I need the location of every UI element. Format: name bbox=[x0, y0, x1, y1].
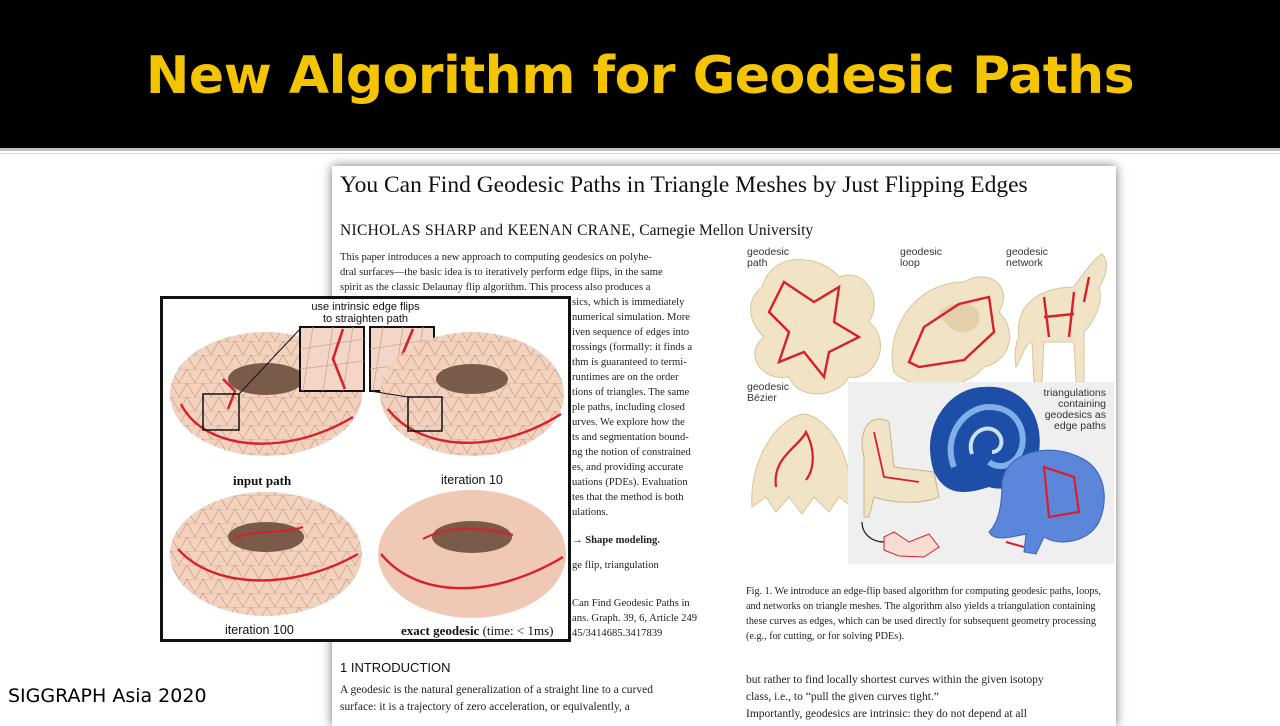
slide-footer: SIGGRAPH Asia 2020 bbox=[8, 685, 207, 707]
geodesic-path-shape bbox=[751, 260, 881, 394]
intro-line: A geodesic is the natural generalization of a straight line to a curved bbox=[340, 684, 653, 696]
geodesic-bezier-shape bbox=[752, 414, 852, 514]
abstract-fragment-line: rossings (formally: it finds a bbox=[572, 342, 693, 353]
abstract-line: spirit as the classic Delaunay flip algorithm. This process also produces a bbox=[340, 282, 651, 293]
torus-iteration-100 bbox=[170, 492, 362, 616]
abstract-fragment-line: uations (PDEs). Evaluation bbox=[572, 477, 688, 488]
abstract-text bbox=[340, 250, 710, 295]
abstract-fragment-line: thm is guaranteed to termi- bbox=[572, 357, 687, 368]
right-column-line: Importantly, geodesics are intrinsic: they do not depend at all bbox=[746, 708, 1027, 720]
title-divider bbox=[0, 148, 1280, 151]
label-triangulations: triangulations containing geodesics as edge paths bbox=[1043, 387, 1106, 432]
right-column-line: class, i.e., to “pull the given curves tight.” bbox=[746, 691, 939, 703]
abstract-fragment-line: runtimes are on the order bbox=[572, 372, 679, 383]
figure-caption: Fig. 1. We introduce an edge-flip based algorithm for computing geodesic paths, loops, and networks on triangle meshes. The algorithm also yields a triangulation containing these curves as edges, which can be used directly for subsequent geometry processing (e.g., for cutting, or for solving PDEs). bbox=[746, 586, 1101, 642]
section-heading: 1 INTRODUCTION bbox=[340, 660, 451, 675]
torus-exact-geodesic bbox=[378, 490, 566, 618]
geodesic-loop-shape bbox=[892, 277, 1010, 387]
author-affiliation: Carnegie Mellon University bbox=[639, 222, 814, 239]
caption-input-path: input path bbox=[233, 473, 292, 488]
label-geodesic-loop: geodesic loop bbox=[900, 246, 943, 269]
intro-line: surface: it is a trajectory of zero acceleration, or equivalently, a bbox=[340, 701, 630, 713]
caption-iteration-100: iteration 100 bbox=[225, 623, 294, 637]
keywords-fragment: ge flip, triangulation bbox=[572, 560, 659, 571]
intro-text bbox=[340, 682, 710, 716]
title-divider-thin bbox=[0, 153, 1280, 154]
reference-fragment: ans. Graph. 39, 6, Article 249 bbox=[572, 613, 698, 624]
abstract-line: This paper introduces a new approach to computing geodesics on polyhe- bbox=[340, 252, 652, 263]
paper-title: You Can Find Geodesic Paths in Triangle Meshes by Just Flipping Edges bbox=[340, 172, 1028, 198]
abstract-fragment-line: ts and segmentation bound- bbox=[572, 432, 689, 443]
reference-fragment: 45/3414685.3417839 bbox=[572, 628, 663, 639]
geodesic-network-horse bbox=[1015, 254, 1106, 382]
abstract-fragment-line: iven sequence of edges into bbox=[572, 327, 690, 338]
abstract-fragment-line: tes that the method is both bbox=[572, 492, 684, 503]
ccs-fragment: → Shape modeling. bbox=[572, 535, 661, 546]
right-column-text bbox=[746, 672, 1114, 723]
abstract-fragment-line: es, and providing accurate bbox=[572, 462, 684, 473]
abstract-fragment-line: urves. We explore how the bbox=[572, 417, 685, 428]
slide-title: New Algorithm for Geodesic Paths bbox=[145, 46, 1135, 106]
abstract-fragment-line: ple paths, including closed bbox=[572, 402, 685, 413]
edge-flip-inset-figure bbox=[160, 296, 571, 642]
abstract-line: dral surfaces—the basic idea is to iteratively perform edge flips, in the same bbox=[340, 267, 663, 278]
abstract-fragment-line: ulations. bbox=[572, 507, 609, 518]
abstract-fragment-line: tions of triangles. The same bbox=[572, 387, 690, 398]
abstract-fragment-line: sics, which is immediately bbox=[572, 297, 685, 308]
caption-exact-label: exact geodesic bbox=[401, 623, 480, 638]
caption-iteration-10: iteration 10 bbox=[441, 473, 503, 487]
label-geodesic-network: geodesic network bbox=[1006, 246, 1049, 269]
torus-iterations-illustration bbox=[163, 299, 568, 639]
caption-exact-geodesic bbox=[401, 623, 553, 639]
reference-fragment: Can Find Geodesic Paths in bbox=[572, 598, 690, 609]
abstract-fragment-line: numerical simulation. More bbox=[572, 312, 690, 323]
abstract-fragment-line: ng the notion of constrained bbox=[572, 447, 691, 458]
paper-authors bbox=[340, 222, 813, 240]
caption-exact-time: (time: < 1ms) bbox=[482, 623, 554, 638]
slide-title-bar bbox=[0, 0, 1280, 148]
inset-hint: use intrinsic edge flips to straighten path bbox=[311, 301, 420, 325]
author-names: NICHOLAS SHARP and KEENAN CRANE, bbox=[340, 222, 636, 239]
label-geodesic-path: geodesic path bbox=[747, 246, 790, 269]
label-geodesic-bezier: geodesic Bézier bbox=[747, 381, 790, 404]
right-column-line: but rather to find locally shortest curves within the given isotopy bbox=[746, 674, 1044, 686]
